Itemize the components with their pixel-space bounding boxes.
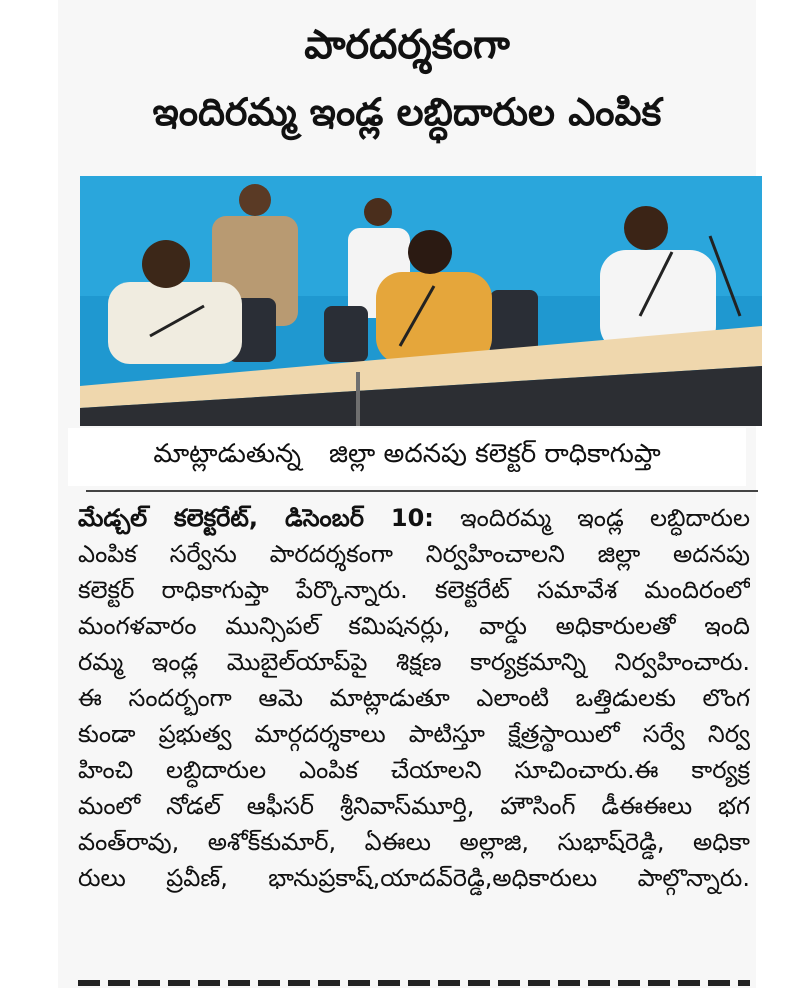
caption-name: జిల్లా అదనపు కలెక్టర్ రాధికాగుప్తా — [329, 439, 661, 469]
cutoff-next-line — [78, 968, 750, 988]
dateline: మేడ్చల్ కలెక్టరేట్, డిసెంబర్ 10: — [78, 504, 434, 532]
article-text: ఇందిరమ్మ ఇండ్ల లబ్ధిదారుల — [460, 504, 750, 532]
article-line — [78, 500, 750, 536]
article-line: హించి లబ్ధిదారుల ఎంపిక చేయాలని సూచించారు.ఈ కార్యక్ర — [78, 756, 750, 784]
article-line: కుండా ప్రభుత్వ మార్గదర్శకాలు పాటిస్తూ క్షేత్రస్థాయిలో సర్వే నిర్వ — [78, 720, 750, 748]
divider — [86, 490, 758, 492]
article-line: రులు ప్రవీణ్, భానుప్రకాష్,యాదవ్‌రెడ్డి,అధికారులు పాల్గొన్నారు. — [78, 864, 750, 892]
article-body — [78, 500, 750, 896]
article-line: వంత్‌రావు, అశోక్‌కుమార్, ఏఈలు అల్లాజి, సుభాష్‌రెడ్డి, అధికా — [78, 828, 750, 856]
photo-caption — [68, 428, 746, 486]
article-line: మంలో నోడల్ ఆఫీసర్ శ్రీనివాస్‌మూర్తి, హౌసింగ్ డీఈఈలు భగ — [78, 792, 750, 820]
headline-line-2: ఇందిరమ్మ ఇండ్ల లబ్ధిదారుల ఎంపిక — [152, 90, 662, 134]
headline-line-1: పారదర్శకంగా — [304, 22, 510, 68]
caption-speaking: మాట్లాడుతున్న — [153, 439, 302, 469]
article-line: కలెక్టర్ రాధికాగుప్తా పేర్కొన్నారు. కలెక్టరేట్ సమావేశ మందిరంలో — [78, 576, 750, 604]
newspaper-clipping — [58, 0, 756, 988]
article-line: ఎంపిక సర్వేను పారదర్శకంగా నిర్వహించాలని జిల్లా అదనపు — [78, 540, 750, 568]
article-line: రమ్మ ఇండ్ల మొబైల్‌యాప్‌పై శిక్షణ కార్యక్రమాన్ని నిర్వహించారు. — [78, 648, 750, 676]
news-photo — [80, 176, 762, 426]
article-line: ఈ సందర్భంగా ఆమె మాట్లాడుతూ ఎలాంటి ఒత్తిడులకు లొంగ — [78, 684, 750, 712]
article-line: మంగళవారం మున్సిపల్ కమిషనర్లు, వార్డు అధికారులతో ఇంది — [78, 612, 750, 640]
